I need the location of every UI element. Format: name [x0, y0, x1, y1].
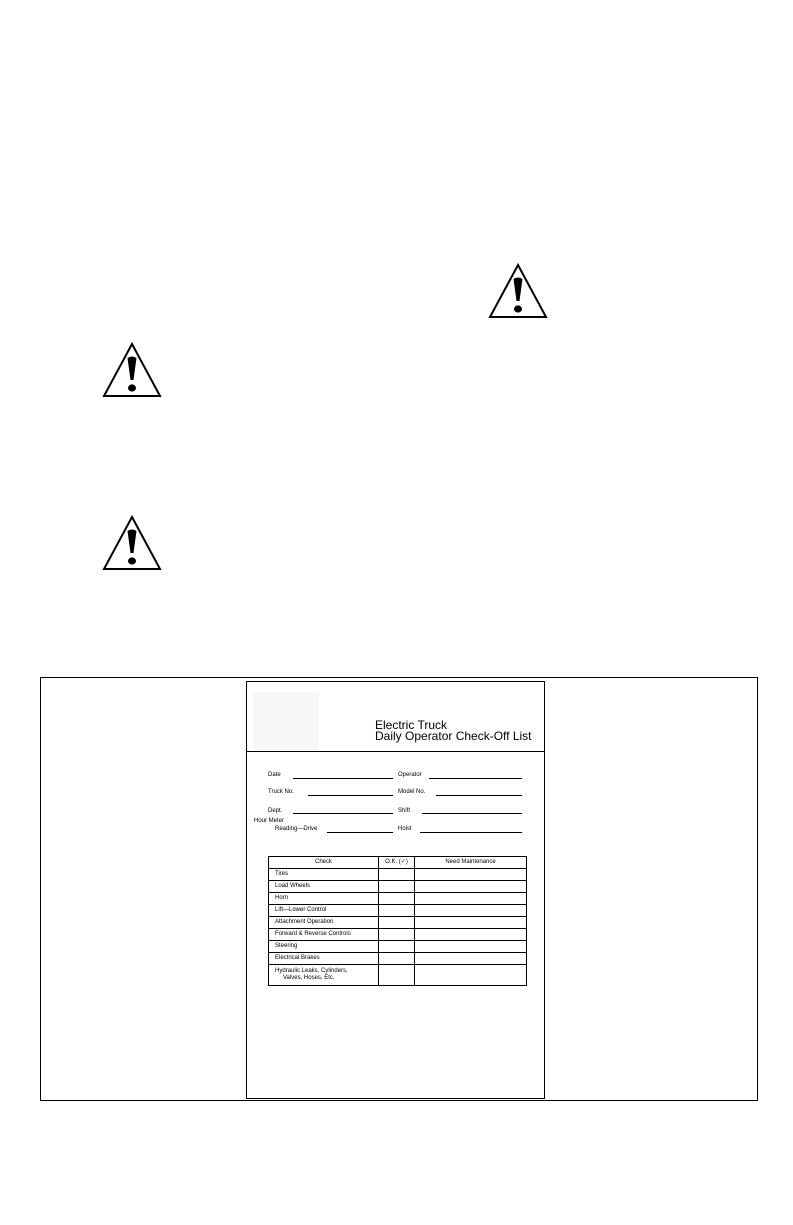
dept-label: Dept. [268, 808, 283, 814]
operator-label: Operator [398, 772, 422, 778]
check-item-line2: Valves, Hoses, Etc. [283, 975, 335, 981]
title-divider [247, 751, 544, 752]
ok-cell[interactable] [379, 929, 415, 941]
ok-cell[interactable] [379, 905, 415, 917]
need-maintenance-cell[interactable] [415, 953, 527, 965]
check-item: Forward & Reverse Controls [269, 929, 379, 941]
sheet-title [375, 720, 532, 742]
reading-drive-field[interactable] [327, 832, 393, 833]
table-row [269, 893, 527, 905]
table-row [269, 929, 527, 941]
check-item-line1: Hydraulic Leaks, Cylinders, [275, 968, 348, 974]
check-item: Load Wheels [269, 881, 379, 893]
ok-cell[interactable] [379, 881, 415, 893]
table-row [269, 869, 527, 881]
column-header: Check [269, 857, 379, 869]
table-row [269, 965, 527, 986]
logo-area [253, 692, 319, 750]
operator-field[interactable] [429, 778, 522, 779]
need-maintenance-cell[interactable] [415, 881, 527, 893]
table-row [269, 941, 527, 953]
date-field[interactable] [293, 778, 393, 779]
dept-field[interactable] [293, 813, 393, 814]
check-item: Tires [269, 869, 379, 881]
check-item: Lift—Lower Control [269, 905, 379, 917]
ok-cell[interactable] [379, 965, 415, 986]
sheet-title-line1: Electric Truck [375, 718, 448, 732]
table-row [269, 917, 527, 929]
ok-cell[interactable] [379, 869, 415, 881]
ok-cell[interactable] [379, 941, 415, 953]
check-item [269, 965, 379, 986]
table-row [269, 905, 527, 917]
warning-triangle-icon [102, 515, 162, 571]
sheet-title-line2: Daily Operator Check-Off List [375, 729, 532, 743]
check-item: Electrical Brakes [269, 953, 379, 965]
need-maintenance-cell[interactable] [415, 893, 527, 905]
check-item: Steering [269, 941, 379, 953]
check-item: Horn [269, 893, 379, 905]
ok-cell[interactable] [379, 917, 415, 929]
check-off-sheet [246, 681, 545, 1099]
table-row [269, 953, 527, 965]
column-header: Need Maintenance [415, 857, 527, 869]
need-maintenance-cell[interactable] [415, 905, 527, 917]
warning-triangle-icon [488, 263, 548, 319]
need-maintenance-cell[interactable] [415, 941, 527, 953]
ok-cell[interactable] [379, 953, 415, 965]
table-header-row [269, 857, 527, 869]
hoist-field[interactable] [420, 832, 522, 833]
check-item: Attachment Operation [269, 917, 379, 929]
need-maintenance-cell[interactable] [415, 965, 527, 986]
shift-field[interactable] [422, 813, 522, 814]
hoist-label: Hoist [398, 826, 412, 832]
truck-no-label: Truck No. [268, 789, 294, 795]
model-no-field[interactable] [436, 795, 522, 796]
date-label: Date [268, 772, 281, 778]
shift-label: Shift [398, 808, 411, 814]
column-header: O.K. (✓) [379, 857, 415, 869]
need-maintenance-cell[interactable] [415, 869, 527, 881]
reading-drive-label: Reading—Drive [275, 826, 318, 832]
checklist-table [268, 856, 527, 986]
ok-cell[interactable] [379, 893, 415, 905]
truck-no-field[interactable] [308, 795, 393, 796]
warning-triangle-icon [102, 342, 162, 398]
need-maintenance-cell[interactable] [415, 929, 527, 941]
table-row [269, 881, 527, 893]
need-maintenance-cell[interactable] [415, 917, 527, 929]
model-no-label: Model No. [398, 789, 426, 795]
hour-meter-label: Hour Meter [254, 818, 285, 824]
